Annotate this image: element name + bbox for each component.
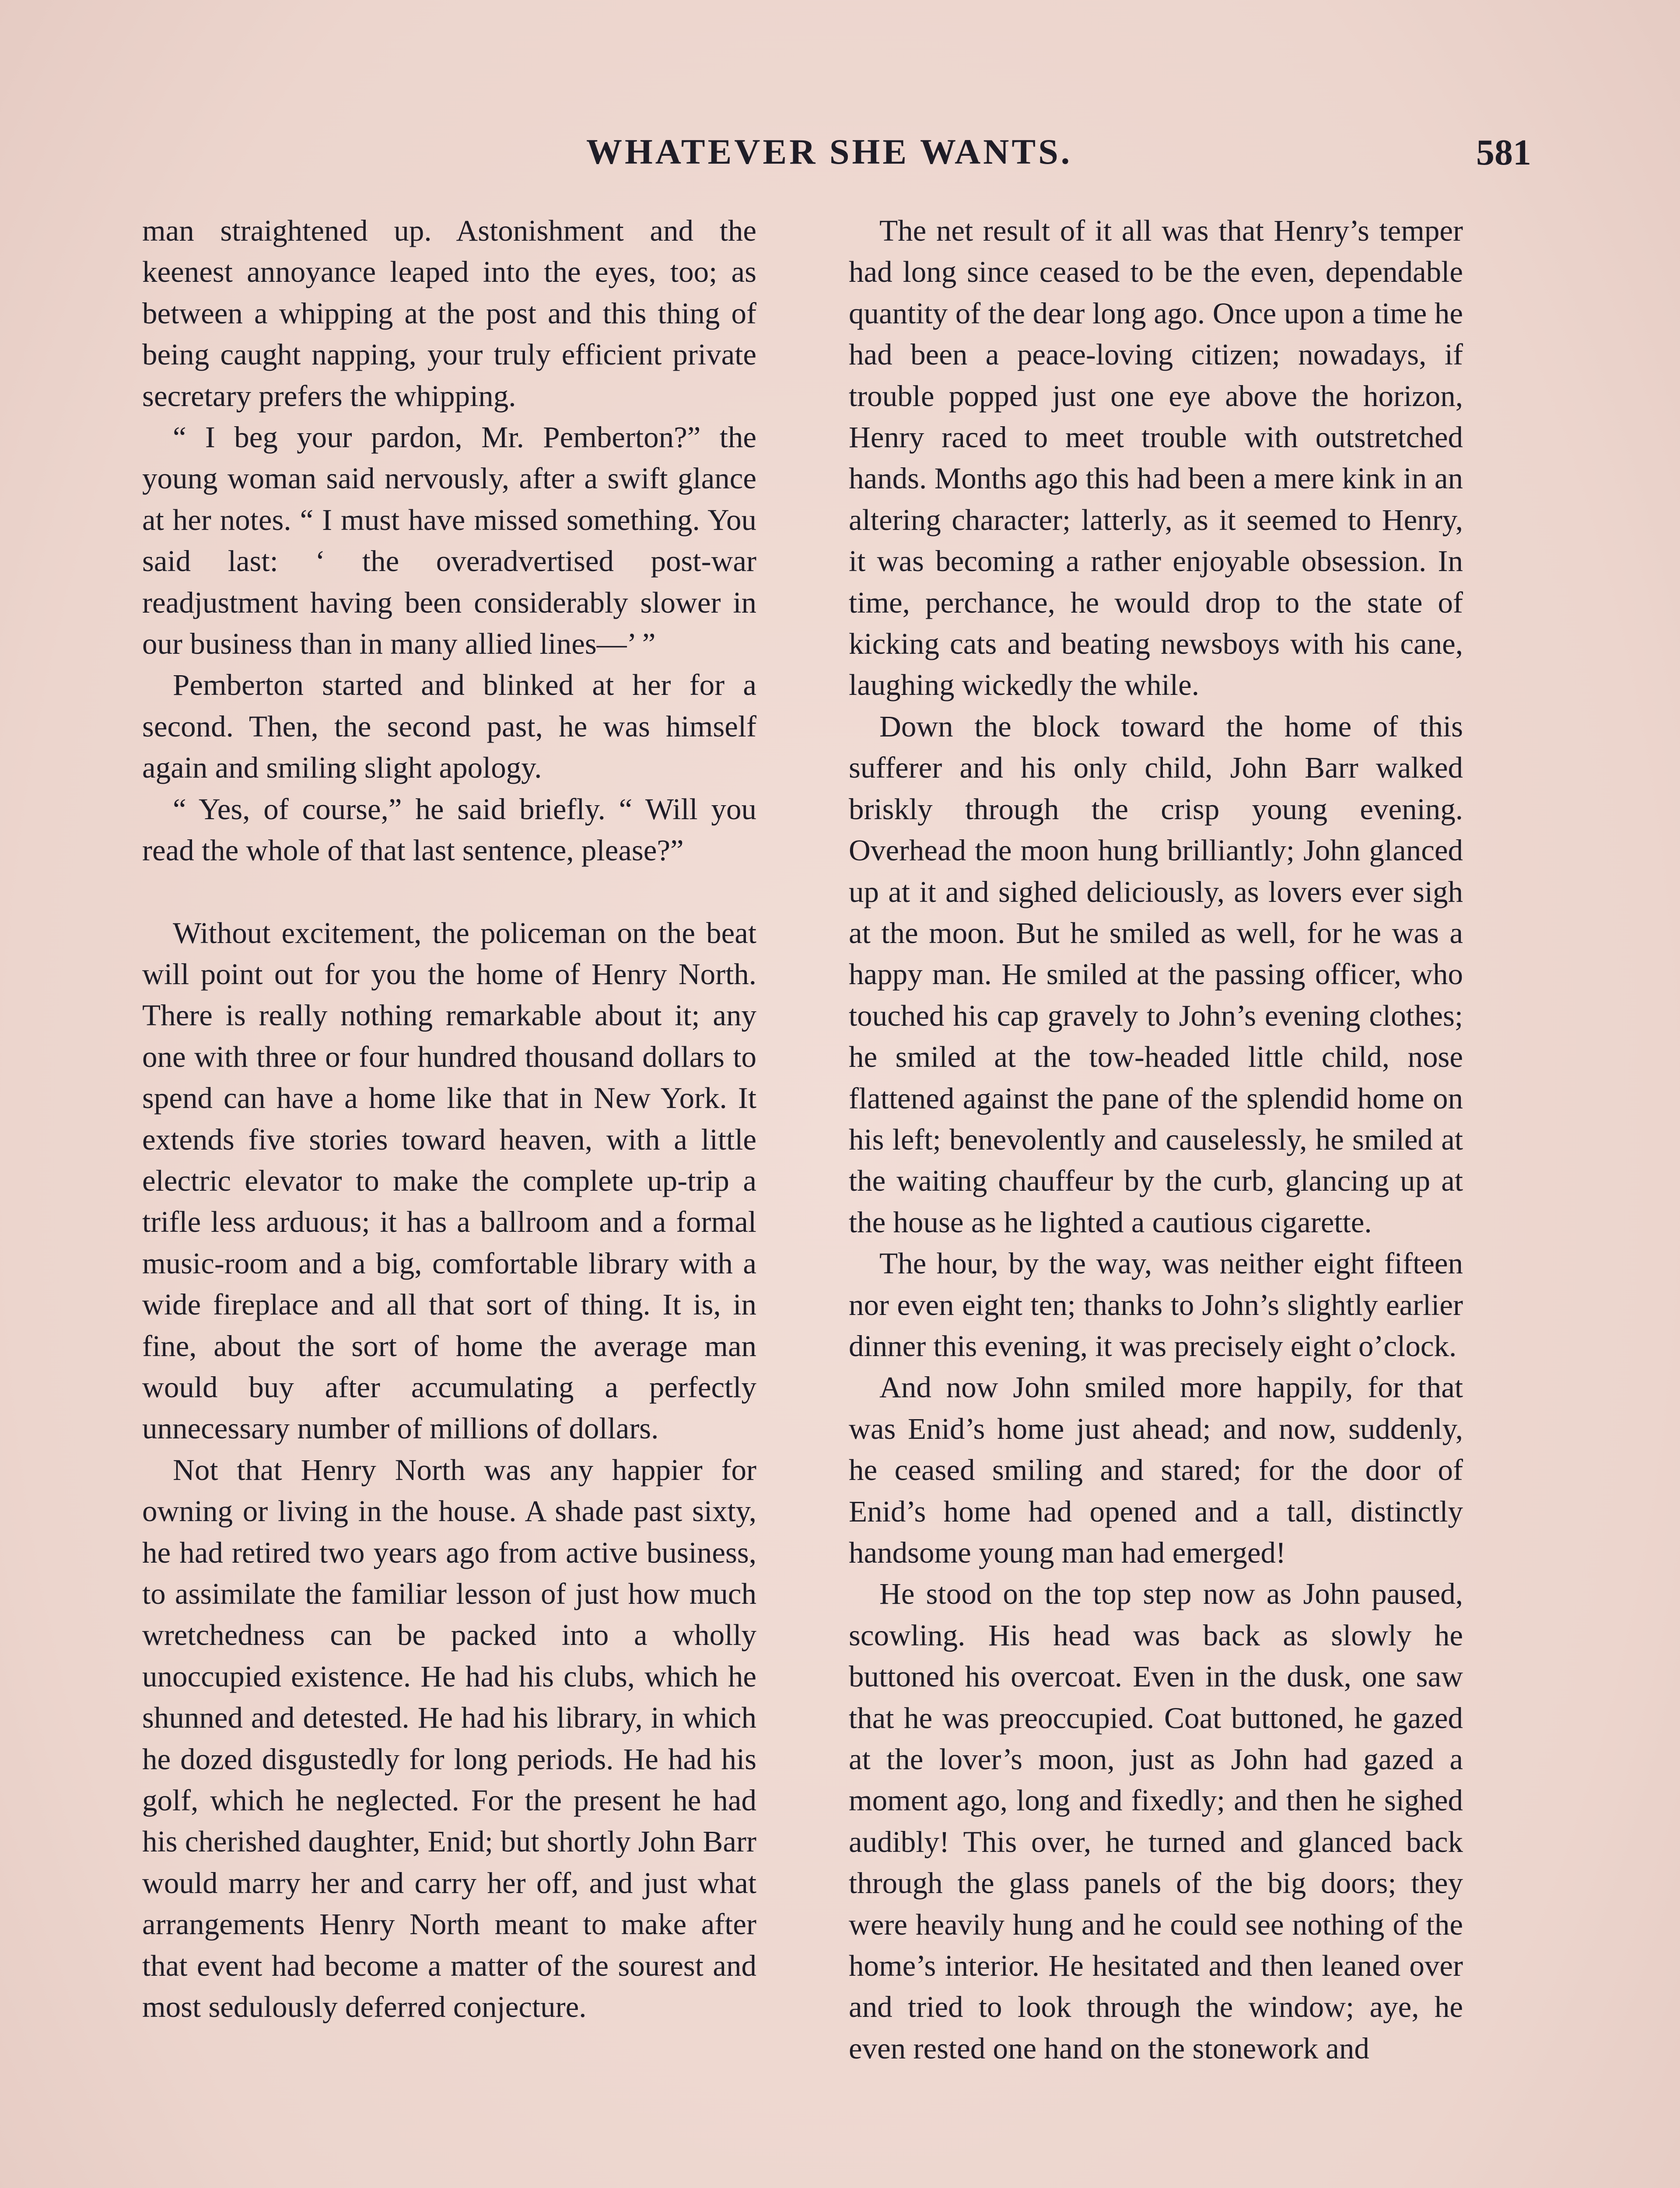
page-header xyxy=(0,131,1680,184)
paragraph: Pemberton started and blinked at her for a second. Then, the second past, he was himself again and smiling slight apology. xyxy=(142,668,756,785)
paragraph: “ Yes, of course,” he said briefly. “ Will you read the whole of that last sentence, please?” xyxy=(142,792,756,867)
paragraph: “ I beg your pardon, Mr. Pemberton?” the young woman said nervously, after a swift glance at her notes. “ I must have missed something. You said last: ‘ the overadvertised post-war readjustment having been considerably slower in our business than in many allied lines—’ ” xyxy=(142,421,756,661)
paragraph: man straightened up. Astonishment and the keenest annoyance leaped into the eyes, too; as between a whipping at the post and this thing of being caught napping, your truly efficient private secretary prefers the whipping. xyxy=(142,214,756,413)
running-title: WHATEVER SHE WANTS. xyxy=(586,132,1073,172)
left-text-column xyxy=(142,210,756,2188)
paragraph: He stood on the top step now as John paused, scowling. His head was back as slowly he buttoned his overcoat. Even in the dusk, one saw that he was preoccupied. Coat buttoned, he gazed at the lover’s moon, just as John had gazed a moment ago, long and fixedly; and then he sighed audibly! This over, he turned and glanced back through the glass panels of the big doors; they were heavily hung and he could see nothing of the home’s interior. He hesitated and then leaned over and tried to look through the window; aye, he even rested one hand on the stonework and xyxy=(849,1577,1463,2065)
paragraph: Down the block toward the home of this sufferer and his only child, John Barr walked briskly through the crisp young evening. Overhead the moon hung brilliantly; John glanced up at it and sighed deliciously, as lovers ever sigh at the moon. But he smiled as well, for he was a happy man. He smiled at the passing officer, who touched his cap gravely to John’s evening clothes; he smiled at the tow-headed little child, nose flattened against the pane of the splendid home on his left; benevolently and causelessly, he smiled at the waiting chauffeur by the curb, glancing up at the house as he lighted a cautious cigarette. xyxy=(849,709,1463,1239)
paragraph: And now John smiled more happily, for that was Enid’s home just ahead; and now, suddenly, he ceased smiling and stared; for the door of Enid’s home had opened and a tall, distinctly handsome young man had emerged! xyxy=(849,1371,1463,1569)
right-text-column xyxy=(849,210,1463,2188)
page-number: 581 xyxy=(1476,132,1531,173)
paragraph: The net result of it all was that Henry’s temper had long since ceased to be the even, dependable quantity of the dear long ago. Once upon a time he had been a peace-loving citizen; nowadays, if trouble popped just one eye above the horizon, Henry raced to meet trouble with outstretched hands. Months ago this had been a mere kink in an altering character; latterly, as it seemed to Henry, it was becoming a rather enjoyable obsession. In time, perchance, he would drop to the state of kicking cats and beating newsboys with his cane, laughing wickedly the while. xyxy=(849,214,1463,702)
paragraph: Without excitement, the policeman on the beat will point out for you the home of Henry North. There is really nothing remarkable about it; any one with three or four hundred thousand dollars to spend can have a home like that in New York. It extends five stories toward heaven, with a little electric elevator to make the complete up-trip a trifle less arduous; it has a ballroom and a formal music-room and a big, comfortable library with a wide fireplace and all that sort of thing. It is, in fine, about the sort of home the average man would buy after accumulating a perfectly unnecessary number of millions of dollars. xyxy=(142,916,756,1445)
paragraph: Not that Henry North was any happier for owning or living in the house. A shade past sixty, he had retired two years ago from active business, to assimilate the familiar lesson of just how much wretchedness can be packed into a wholly unoccupied existence. He had his clubs, which he shunned and detested. He had his library, in which he dozed disgustedly for long periods. He had his golf, which he neglected. For the present he had his cherished daughter, Enid; but shortly John Barr would marry her and carry her off, and just what arrangements Henry North meant to make after that event had become a matter of the sourest and most sedulously deferred conjecture. xyxy=(142,1453,756,2024)
paragraph: The hour, by the way, was neither eight fifteen nor even eight ten; thanks to John’s slightly earlier dinner this evening, it was precisely eight o’clock. xyxy=(849,1247,1463,1363)
